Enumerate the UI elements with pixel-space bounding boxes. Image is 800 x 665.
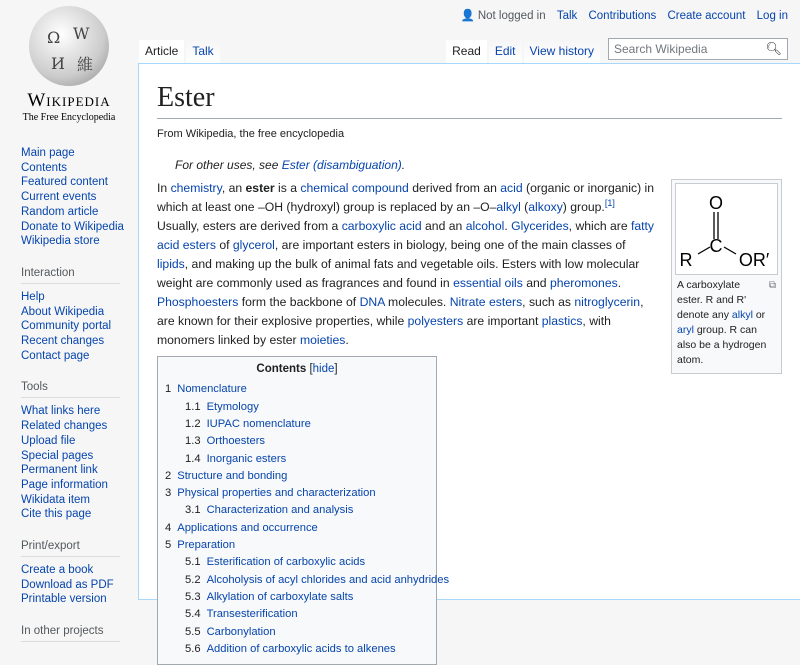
toc-item[interactable] <box>165 468 429 485</box>
portal-heading-interaction: Interaction <box>21 267 120 284</box>
text: , with monomers linked by ester <box>157 314 611 348</box>
text: or <box>752 309 766 322</box>
wiki-link[interactable]: chemistry <box>170 181 222 196</box>
toc-link[interactable]: Esterification of carboxylic acids <box>206 556 366 569</box>
logo-wordmark: Wikipedia <box>27 90 111 111</box>
ester-structure-image[interactable] <box>675 183 778 275</box>
wiki-link[interactable]: moieties <box>299 333 346 348</box>
site-subtitle: From Wikipedia, the free encyclopedia <box>157 128 345 141</box>
toc-number: 5 <box>165 539 172 552</box>
toc-item[interactable] <box>165 416 429 433</box>
content <box>138 63 800 655</box>
toc-link[interactable]: Characterization and analysis <box>206 504 354 517</box>
wiki-link[interactable]: plastics <box>541 314 583 329</box>
sidebar-item-download-as-pdf[interactable]: Download as PDF <box>21 578 114 591</box>
toc-item[interactable] <box>165 381 429 398</box>
text: , and making up the bulk of animal fats and vegetable oils. Esters with low molecular weight are commonly used as fragrances and found in <box>157 257 640 291</box>
toc-number: 4 <box>165 521 172 534</box>
toc-number: 1.1 <box>185 400 201 413</box>
sidebar-item-random-article[interactable]: Random article <box>21 205 99 218</box>
text: , which are <box>568 219 631 234</box>
wiki-link[interactable]: alkyl <box>496 200 521 215</box>
figure-caption <box>675 275 778 370</box>
toc-number: 3 <box>165 487 172 500</box>
hatnote <box>157 157 782 173</box>
toc-number: 1 <box>165 383 172 396</box>
text: (organic or inorganic) in which at least one –OH (hydroxyl) group is replaced by an –O– <box>157 181 655 215</box>
sidebar-item-wikidata-item[interactable]: Wikidata item <box>21 493 91 506</box>
toc-link[interactable]: Transesterification <box>206 608 298 621</box>
tab-article[interactable]: Article <box>139 40 184 64</box>
toc-number: 3.1 <box>185 504 201 517</box>
sidebar-item-wikipedia-store[interactable]: Wikipedia store <box>21 235 100 248</box>
text: ) group. <box>562 200 605 215</box>
sidebar-item-about-wikipedia[interactable]: About Wikipedia <box>21 305 105 318</box>
toc-item[interactable] <box>165 520 429 537</box>
sidebar-item-featured-content[interactable]: Featured content <box>21 176 108 189</box>
sidebar-item-create-a-book[interactable]: Create a book <box>21 564 94 577</box>
wiki-link[interactable]: Phosphoesters <box>157 295 239 310</box>
toc-link[interactable]: Inorganic esters <box>206 452 287 465</box>
sidebar-item-current-events[interactable]: Current events <box>21 191 97 204</box>
wiki-link[interactable]: nitroglycerin <box>574 295 641 310</box>
text: , are known for their explosive properties, while <box>157 295 644 329</box>
text: derived from an <box>408 181 501 196</box>
r-label: R <box>679 250 693 271</box>
text: group. R can also be a hydrogen atom. <box>677 324 767 367</box>
sidebar-item-contact-page[interactable]: Contact page <box>21 349 90 362</box>
toc-item[interactable] <box>165 641 429 658</box>
wiki-link[interactable]: lipids <box>157 257 185 272</box>
tab-read[interactable]: Read <box>446 40 487 64</box>
sidebar-item-related-changes[interactable]: Related changes <box>21 420 108 433</box>
toc-item[interactable] <box>165 433 429 450</box>
page-title: Ester <box>157 80 782 119</box>
wiki-link[interactable]: alkyl <box>731 309 753 322</box>
sidebar-item-main-page[interactable]: Main page <box>21 147 75 159</box>
tab-view-history[interactable]: View history <box>524 40 600 64</box>
toc-number: 2 <box>165 469 172 482</box>
wiki-link[interactable]: glycerol <box>232 238 275 253</box>
wiki-link[interactable]: chemical compound <box>300 181 409 196</box>
wikipedia-logo[interactable] <box>14 6 124 124</box>
text: of <box>215 238 233 253</box>
toc-link[interactable]: Carbonylation <box>206 625 276 638</box>
sidebar-item-what-links-here[interactable]: What links here <box>21 405 101 418</box>
search-placeholder: Search Wikipedia <box>614 42 708 56</box>
toc-item[interactable] <box>165 624 429 641</box>
disambiguation-link[interactable]: Ester (disambiguation) <box>281 158 402 173</box>
wiki-link[interactable]: fatty acid esters <box>157 219 655 253</box>
toc-number: 1.2 <box>185 417 201 430</box>
bold-term: ester <box>245 181 275 196</box>
portal-heading-tools: Tools <box>21 381 120 398</box>
sidebar-item-printable-version[interactable]: Printable version <box>21 593 107 606</box>
toc-link[interactable]: IUPAC nomenclature <box>206 417 311 430</box>
toc-hide-link[interactable]: hide <box>312 363 335 376</box>
search-icon[interactable]: 🔍︎ <box>765 41 782 56</box>
toc-link[interactable]: Addition of carboxylic acids to alkenes <box>206 642 396 655</box>
toc-number: 5.6 <box>185 642 201 655</box>
sidebar-item-cite-this-page[interactable]: Cite this page <box>21 508 92 521</box>
carbon-label: C <box>709 236 723 257</box>
sidebar-item-upload-file[interactable]: Upload file <box>21 434 76 447</box>
text: are important <box>463 314 542 329</box>
enlarge-icon[interactable]: ⧉ <box>768 280 776 292</box>
wiki-link[interactable]: DNA <box>359 295 385 310</box>
toc-number: 5.4 <box>185 608 201 621</box>
toc-item[interactable] <box>165 485 429 502</box>
logo-tagline: The Free Encyclopedia <box>22 112 116 123</box>
wiki-link[interactable]: aryl <box>677 324 694 337</box>
toc-item[interactable] <box>165 572 450 589</box>
toc-link[interactable]: Applications and occurrence <box>177 521 318 534</box>
ester-structure-diagram <box>676 184 779 274</box>
text: and <box>522 276 550 291</box>
sidebar-item-page-information[interactable]: Page information <box>21 478 108 491</box>
tab-edit[interactable]: Edit <box>489 40 522 64</box>
toc-number: 5.5 <box>185 625 201 638</box>
hatnote-text: For other uses, see <box>175 158 282 173</box>
search-input[interactable] <box>608 38 788 60</box>
sidebar-item-contents[interactable]: Contents <box>21 161 68 174</box>
text: is a <box>274 181 301 196</box>
wiki-link[interactable]: polyesters <box>407 314 464 329</box>
wiki-link[interactable]: alcohol <box>465 219 505 234</box>
or-label: OR′ <box>738 250 770 271</box>
tab-talk[interactable]: Talk <box>186 40 219 64</box>
figure-thumbnail <box>671 179 782 374</box>
toc-number: 5.3 <box>185 590 201 603</box>
oxygen-label: O <box>708 193 724 214</box>
login-link[interactable]: Log in <box>756 10 788 22</box>
wiki-link[interactable]: Glycerides <box>511 219 569 234</box>
contributions-link[interactable]: Contributions <box>588 10 657 22</box>
talk-link[interactable]: Talk <box>556 10 578 22</box>
toc-link[interactable]: Alcoholysis of acyl chlorides and acid anhydrides <box>206 573 450 586</box>
text: , an <box>221 181 246 196</box>
personal-tools <box>453 8 788 22</box>
text: and an <box>421 219 466 234</box>
toc-link[interactable]: Etymology <box>206 400 259 413</box>
hatnote-end: . <box>401 158 406 173</box>
text: In <box>157 181 171 196</box>
sidebar-item-community-portal[interactable]: Community portal <box>21 320 112 333</box>
toc-link[interactable]: Orthoesters <box>206 435 266 448</box>
wiki-link[interactable]: alkoxy <box>528 200 563 215</box>
toc-number: 5.1 <box>185 556 201 569</box>
toc-item[interactable] <box>165 554 429 571</box>
text: A carboxylate ester. R and R' denote any <box>677 279 747 322</box>
toc-number: 5.2 <box>185 573 201 586</box>
sidebar-item-help[interactable]: Help <box>21 290 45 303</box>
text: molecules. <box>384 295 450 310</box>
toc-item[interactable] <box>165 451 429 468</box>
namespace-tabs <box>139 40 220 64</box>
text: , such as <box>522 295 575 310</box>
wiki-link[interactable]: acid <box>500 181 523 196</box>
sidebar-item-permanent-link[interactable]: Permanent link <box>21 464 98 477</box>
sidebar-item-recent-changes[interactable]: Recent changes <box>21 335 105 348</box>
toc-number: 1.4 <box>185 452 201 465</box>
not-logged-in: Not logged in <box>477 10 546 22</box>
wiki-link[interactable]: pheromones <box>549 276 618 291</box>
toc-title: Contents <box>256 363 307 376</box>
puzzle-globe-icon: Ω W И 維 <box>29 6 109 86</box>
toc-item[interactable] <box>165 502 429 519</box>
wiki-link[interactable]: carboxylic acid <box>341 219 422 234</box>
wiki-link[interactable]: essential oils <box>453 276 523 291</box>
text: , are important esters in biology, being one of the main classes of <box>274 238 626 253</box>
toc-item[interactable] <box>165 589 429 606</box>
toc-link[interactable]: Physical properties and characterization <box>177 487 376 500</box>
text: form the backbone of <box>238 295 360 310</box>
text: ( <box>520 200 529 215</box>
citation-link[interactable]: [1] <box>604 198 615 209</box>
portal-heading-print: Print/export <box>21 540 120 557</box>
wiki-link[interactable]: Nitrate esters <box>449 295 523 310</box>
table-of-contents: Contents [hide] 1 Nomenclature 1.1 Etymology 1.2 IUPAC nomenclature 1.3 Orthoesters 1.4 Inorganic esters 2 Structure and bonding 3 Physical properties and characterization 3.1 Characterization and analysis 4 Applications and occurrence 5 Preparation 5.1 Esterification of carboxylic acids 5.2 Alcoholysis of acyl chlorides and acid anhydrides 5.3 Alkylation of carboxylate salts 5.4 Transesterification 5.5 Carbonylation 5.6 Addition of carboxylic acids to alkenes <box>157 356 437 665</box>
create-account-link[interactable]: Create account <box>667 10 746 22</box>
sidebar-item-special-pages[interactable]: Special pages <box>21 449 94 462</box>
sidebar-item-donate-to-wikipedia[interactable]: Donate to Wikipedia <box>21 220 124 233</box>
toc-item[interactable] <box>165 606 429 623</box>
user-icon: 👤 <box>460 10 475 22</box>
sidebar <box>0 140 138 654</box>
view-tabs <box>446 40 600 64</box>
text: . <box>345 333 349 348</box>
toc-link[interactable]: Structure and bonding <box>177 469 288 482</box>
toc-link[interactable]: Preparation <box>177 539 236 552</box>
toc-item[interactable] <box>165 399 429 416</box>
toc-item[interactable] <box>165 537 429 554</box>
toc-number: 1.3 <box>185 435 201 448</box>
text: Usually, esters are derived from a <box>157 219 342 234</box>
text: . <box>504 219 512 234</box>
toc-link[interactable]: Nomenclature <box>177 383 247 396</box>
toc-link[interactable]: Alkylation of carboxylate salts <box>206 590 354 603</box>
portal-heading-other-projects: In other projects <box>21 625 120 642</box>
text: . <box>617 276 622 291</box>
